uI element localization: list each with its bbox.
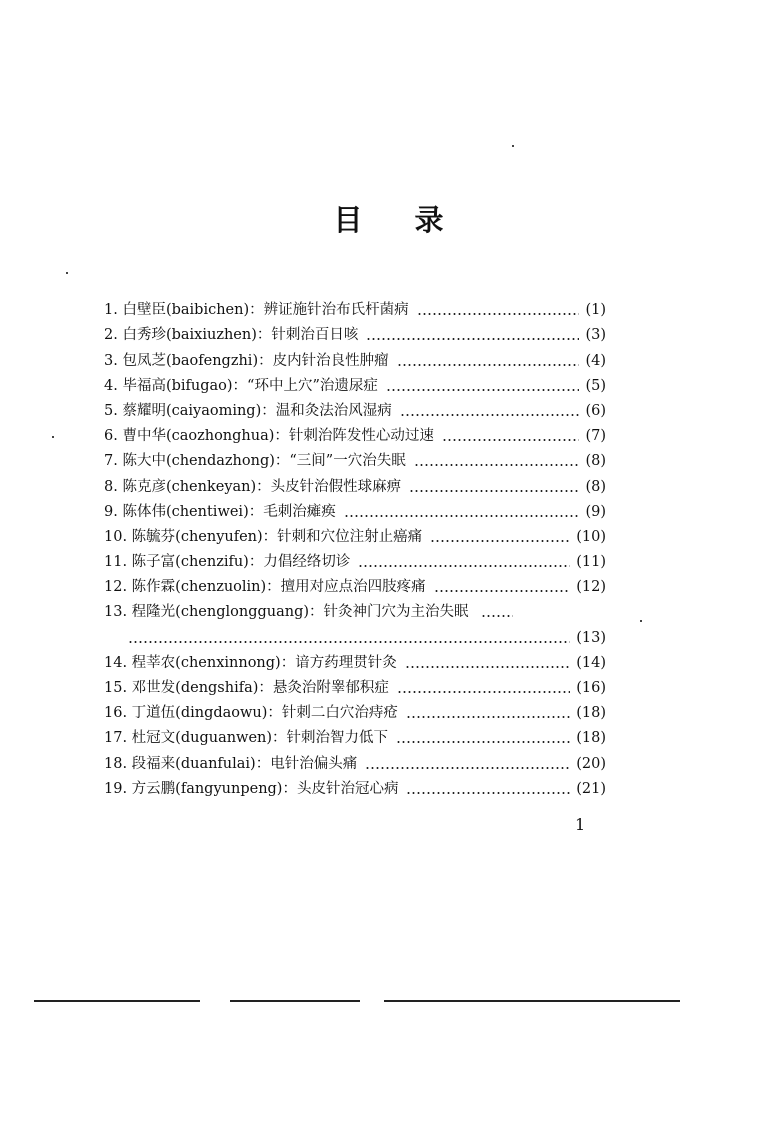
title-char-1: 目: [333, 203, 363, 237]
toc-entry-label: 12. 陈作霖(chenzuolin)：擅用对应点治四肢疼痛: [104, 579, 426, 596]
dot-leader: [397, 691, 570, 693]
dot-leader: [366, 338, 579, 340]
toc-entry-page: (12): [576, 579, 606, 596]
dot-leader: [405, 666, 571, 668]
toc-entry-label: 16. 丁道伍(dingdaowu)：针刺二白穴治痔疮: [104, 705, 398, 722]
toc-entry-page: (10): [576, 528, 606, 545]
dot-leader: [406, 792, 570, 794]
title-char-2: 录: [414, 203, 444, 237]
toc-entry: [104, 550, 606, 575]
page-number: 1: [575, 815, 586, 834]
speck: [52, 436, 54, 438]
toc-entry: [104, 500, 606, 525]
toc-entry-label: 8. 陈克彦(chenkeyan)：头皮针治假性球麻痹: [104, 478, 402, 495]
toc-entry-label: 15. 邓世发(dengshifa)：悬灸治附睾郁积症: [104, 680, 389, 696]
toc-entry-label: 10. 陈毓芬(chenyufen)：针刺和穴位注射止癌痛: [104, 528, 423, 545]
dot-leader: [442, 439, 580, 441]
toc-entry: [104, 298, 606, 323]
toc-entry-label: 18. 段福来(duanfulai)：电针治偏头痛: [104, 755, 358, 772]
toc-entry-page: (8): [585, 478, 606, 495]
dot-leader: [358, 565, 570, 567]
speck: [512, 145, 514, 147]
toc-entry-label: 9. 陈体伟(chentiwei)：毛刺治瘫痪: [104, 503, 336, 520]
table-of-contents: [104, 298, 606, 802]
speck: [66, 272, 68, 274]
toc-entry-page: (13): [576, 629, 606, 646]
toc-entry: [104, 525, 606, 550]
dot-leader: [481, 615, 513, 617]
toc-entry-label: 1. 白壁臣(baibichen)：辨证施针治布氏杆菌病: [104, 302, 409, 319]
toc-entry-label: 3. 包凤芝(baofengzhi)：皮内针治良性肿瘤: [104, 352, 389, 369]
toc-entry-page: (3): [585, 327, 606, 344]
toc-entry-label: 4. 毕福高(bifugao)：“环中上穴”治遗尿症: [104, 377, 378, 394]
toc-entry-page: (1): [585, 302, 606, 319]
dot-leader: [414, 464, 580, 466]
toc-entry: [104, 575, 606, 600]
toc-entry-label: 14. 程莘农(chenxinnong)：谙方药理贯针灸: [104, 654, 397, 671]
dot-leader: [400, 414, 580, 416]
toc-entry: [104, 374, 606, 399]
dot-leader: [434, 590, 571, 592]
dot-leader: [409, 490, 579, 492]
toc-entry: [104, 348, 606, 373]
dot-leader: [396, 741, 570, 743]
toc-entry-page: (11): [576, 554, 606, 571]
toc-entry: [104, 751, 606, 776]
toc-entry-page: (6): [585, 402, 606, 419]
toc-entry-label: 5. 蔡耀明(caiyaoming)：温和灸法治风湿病: [104, 402, 392, 419]
toc-entry: [104, 323, 606, 348]
toc-entry: [104, 676, 606, 701]
toc-entry: [104, 701, 606, 726]
toc-entry: [104, 600, 606, 625]
dot-leader: [430, 540, 570, 542]
toc-entry-page: (21): [576, 780, 606, 797]
dot-leader: [406, 716, 570, 718]
toc-entry-page: (4): [585, 352, 606, 369]
toc-entry-label: 11. 陈子富(chenzifu)：力倡经络切诊: [104, 554, 351, 571]
bottom-rule: [230, 1000, 360, 1002]
toc-entry-continuation: [104, 625, 606, 650]
bottom-rule: [384, 1000, 680, 1002]
toc-entry-page: (18): [576, 730, 606, 747]
toc-entry: [104, 726, 606, 751]
toc-entry: [104, 449, 606, 474]
toc-entry-page: (9): [585, 503, 606, 520]
dot-leader: [128, 641, 570, 643]
toc-entry: [104, 399, 606, 424]
dot-leader: [365, 767, 570, 769]
page-title: [0, 198, 777, 239]
toc-entry-page: (16): [576, 680, 606, 696]
speck: [640, 620, 642, 622]
toc-entry-page: (5): [585, 377, 606, 394]
toc-entry-page: (7): [585, 428, 606, 445]
toc-entry-label: 2. 白秀珍(baixiuzhen)：针刺治百日咳: [104, 327, 359, 344]
toc-entry-page: (18): [576, 705, 606, 722]
toc-entry: [104, 651, 606, 676]
toc-entry: [104, 474, 606, 499]
toc-entry-label: 7. 陈大中(chendazhong)：“三间”一穴治失眠: [104, 453, 406, 470]
toc-entry-page: (14): [576, 654, 606, 671]
toc-entry-label: 19. 方云鹏(fangyunpeng)：头皮针治冠心病: [104, 780, 399, 797]
dot-leader: [386, 389, 580, 391]
toc-entry-label: 6. 曹中华(caozhonghua)：针刺治阵发性心动过速: [104, 428, 434, 445]
dot-leader: [417, 313, 580, 315]
toc-entry: [104, 777, 606, 802]
toc-entry: [104, 424, 606, 449]
toc-entry-label: 13. 程隆光(chenglongguang)：针灸神门穴为主治失眠: [104, 604, 469, 621]
toc-entry-page: (20): [576, 755, 606, 772]
dot-leader: [397, 364, 580, 366]
bottom-rule: [34, 1000, 200, 1002]
toc-entry-page: (8): [585, 453, 606, 470]
dot-leader: [344, 515, 580, 517]
toc-entry-label: 17. 杜冠文(duguanwen)：针刺治智力低下: [104, 730, 389, 747]
